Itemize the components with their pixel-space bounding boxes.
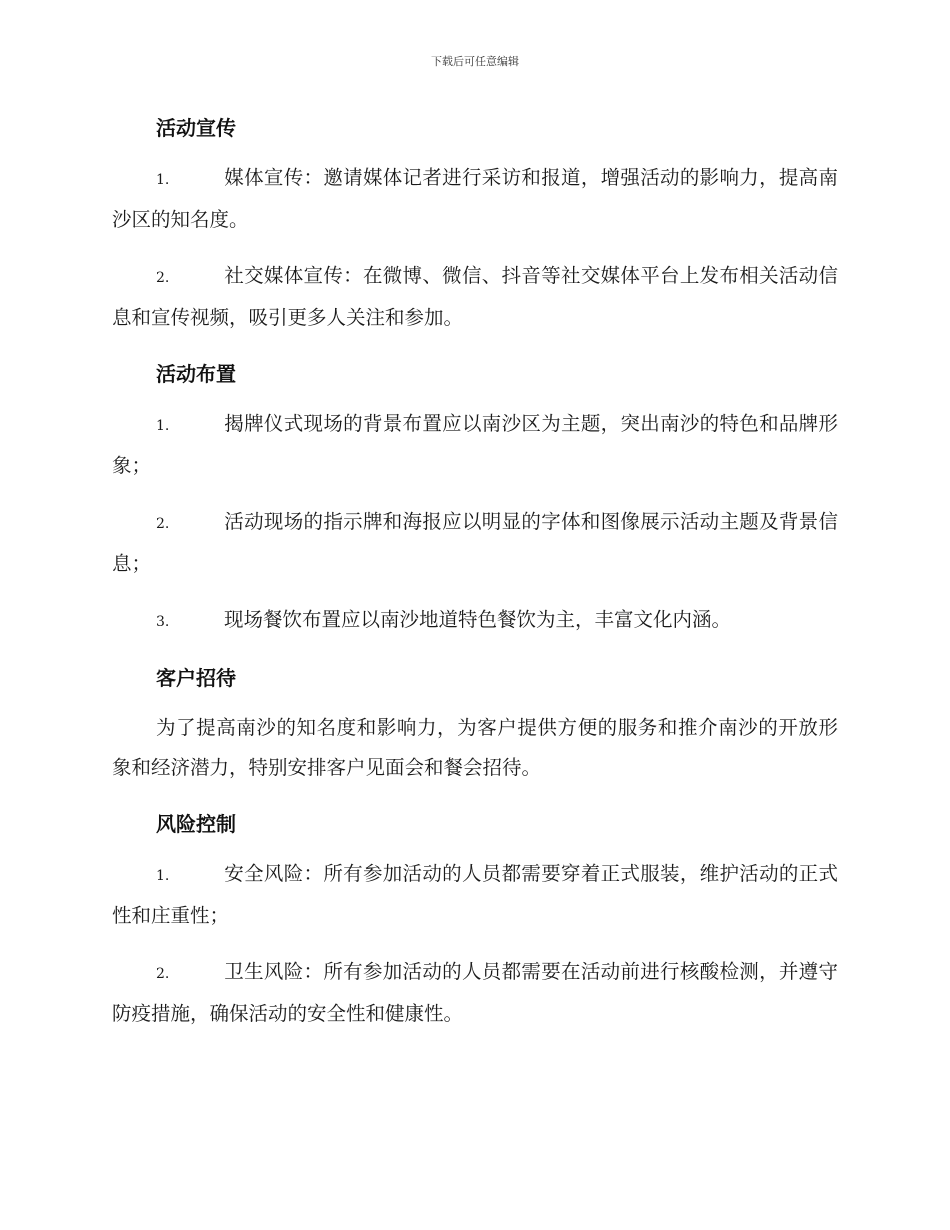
body-paragraph: 为了提高南沙的知名度和影响力，为客户提供方便的服务和推介南沙的开放形象和经济潜力，特别安排客户见面会和餐会招待。: [112, 716, 838, 779]
list-number: 1.: [156, 172, 170, 188]
list-item: [112, 158, 838, 240]
list-number: 1.: [156, 418, 170, 434]
list-number: 2.: [156, 966, 170, 982]
page-header: 下载后可任意编辑: [431, 55, 519, 68]
list-item: [112, 600, 838, 642]
list-item-text: 现场餐饮布置应以南沙地道特色餐饮为主，丰富文化内涵。: [224, 608, 732, 631]
list-item-text: 媒体宣传：邀请媒体记者进行采访和报道，增强活动的影响力，提高南沙区的知名度。: [112, 166, 838, 231]
list-item-text: 社交媒体宣传：在微博、微信、抖音等社交媒体平台上发布相关活动信息和宣传视频，吸引更多人关注和参加。: [112, 264, 838, 329]
list-item: [112, 854, 838, 936]
list-item: [112, 502, 838, 584]
section-promotion: [112, 108, 838, 338]
list-item: [112, 404, 838, 486]
list-item-text: 揭牌仪式现场的背景布置应以南沙区为主题，突出南沙的特色和品牌形象；: [112, 412, 838, 477]
list-item-text: 活动现场的指示牌和海报应以明显的字体和图像展示活动主题及背景信息；: [112, 510, 838, 575]
list-number: 2.: [156, 270, 170, 286]
list-item: [112, 952, 838, 1034]
list-item-text: 安全风险：所有参加活动的人员都需要穿着正式服装，维护活动的正式性和庄重性；: [112, 862, 838, 927]
list-number: 1.: [156, 868, 170, 884]
section-risk-control: [112, 804, 838, 1034]
section-reception: [112, 658, 838, 788]
list-number: 2.: [156, 516, 170, 532]
section-layout: [112, 354, 838, 642]
section-heading: 活动布置: [156, 362, 236, 386]
section-heading: 活动宣传: [156, 116, 236, 140]
section-heading: 客户招待: [156, 666, 236, 690]
list-item-text: 卫生风险：所有参加活动的人员都需要在活动前进行核酸检测，并遵守防疫措施，确保活动的安全性和健康性。: [112, 960, 838, 1025]
list-number: 3.: [156, 614, 170, 630]
document-body: [112, 108, 838, 1050]
section-heading: 风险控制: [156, 812, 236, 836]
list-item: [112, 256, 838, 338]
